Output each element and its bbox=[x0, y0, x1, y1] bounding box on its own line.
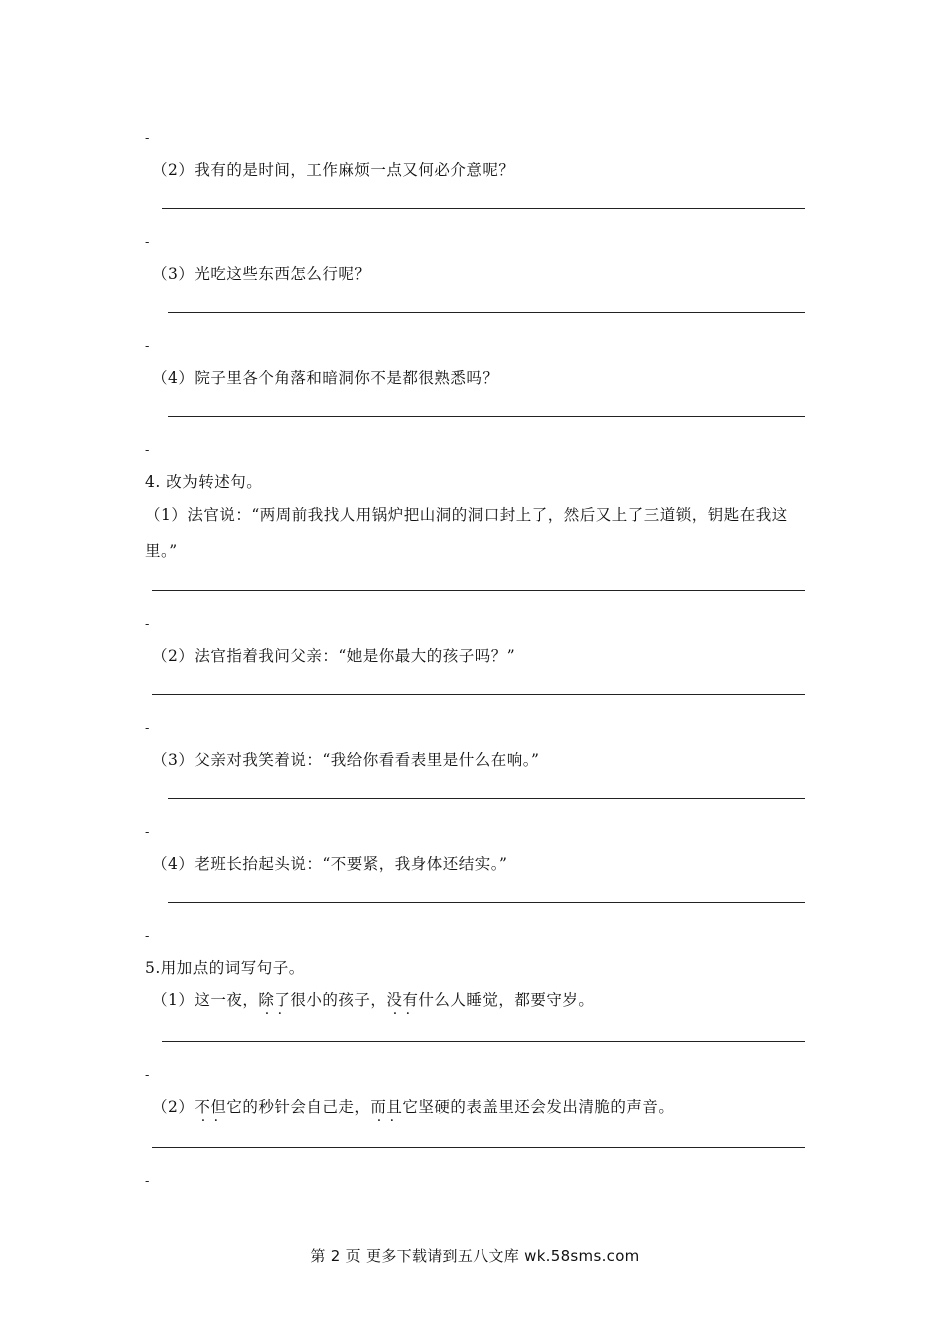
q4-item-2: （2）法官指着我问父亲：“她是你最大的孩子吗？” bbox=[152, 647, 516, 665]
answer-line bbox=[162, 1041, 805, 1042]
q5-item-2-suffix: 它坚硬的表盖里还会发出清脆的声音。 bbox=[402, 1098, 675, 1116]
q3-item-2: （2）我有的是时间，工作麻烦一点又何必介意呢？ bbox=[152, 161, 515, 179]
q5-item-1 bbox=[152, 990, 594, 1010]
q5-item-1-prefix: （1）这一夜， bbox=[152, 991, 259, 1009]
answer-line bbox=[168, 902, 805, 903]
paragraph-mark: - bbox=[145, 339, 150, 354]
answer-line bbox=[162, 208, 805, 209]
q5-item-2 bbox=[152, 1097, 674, 1117]
q5-item-1-middle: 很小的孩子， bbox=[290, 991, 387, 1009]
paragraph-mark: - bbox=[145, 443, 150, 458]
paragraph-mark: - bbox=[145, 1174, 150, 1189]
q5-item-1-suffix: 什么人睡觉，都要守岁。 bbox=[418, 991, 595, 1009]
q4-item-1-line-2: 里。” bbox=[145, 542, 178, 560]
q5-title: 5.用加点的词写句子。 bbox=[145, 959, 305, 977]
paragraph-mark: - bbox=[145, 617, 150, 632]
paragraph-mark: - bbox=[145, 1068, 150, 1083]
dotted-word: 除了 · · bbox=[258, 990, 290, 1010]
q4-title: 4. 改为转述句。 bbox=[145, 473, 263, 491]
answer-line bbox=[152, 590, 805, 591]
answer-line bbox=[152, 694, 805, 695]
q4-item-4: （4）老班长抬起头说：“不要紧，我身体还结实。” bbox=[152, 855, 508, 873]
paragraph-mark: - bbox=[145, 131, 150, 146]
dotted-word: 而且 · · bbox=[370, 1097, 402, 1117]
q3-item-4: （4）院子里各个角落和暗洞你不是都很熟悉吗？ bbox=[152, 369, 499, 387]
q4-item-1-line-1: （1）法官说：“两周前我找人用锅炉把山洞的洞口封上了，然后又上了三道锁，钥匙在我这 bbox=[145, 506, 788, 524]
page-footer: 第 2 页 更多下载请到五八文库 wk.58sms.com bbox=[310, 1247, 640, 1265]
q3-item-3: （3）光吃这些东西怎么行呢？ bbox=[152, 265, 371, 283]
paragraph-mark: - bbox=[145, 235, 150, 250]
paragraph-mark: - bbox=[145, 929, 150, 944]
q4-item-3: （3）父亲对我笑着说：“我给你看看表里是什么在响。” bbox=[152, 751, 540, 769]
answer-line bbox=[168, 312, 805, 313]
q5-item-2-prefix: （2） bbox=[152, 1098, 195, 1116]
paragraph-mark: - bbox=[145, 721, 150, 736]
answer-line bbox=[152, 1147, 805, 1148]
answer-line bbox=[168, 416, 805, 417]
answer-line bbox=[168, 798, 805, 799]
q5-item-2-middle: 它的秒针会自己走， bbox=[226, 1098, 371, 1116]
dotted-word: 没有 · · bbox=[386, 990, 418, 1010]
paragraph-mark: - bbox=[145, 825, 150, 840]
dotted-word: 不但 · · bbox=[194, 1097, 226, 1117]
